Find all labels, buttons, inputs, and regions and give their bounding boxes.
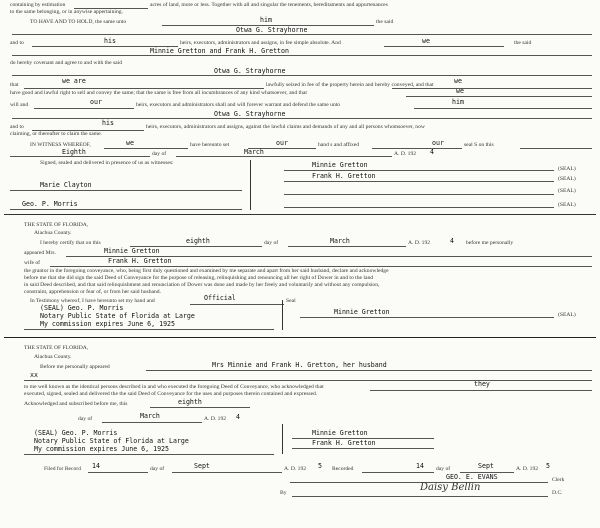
rule <box>414 108 592 109</box>
seized-text: lawfully seized in fee of the property herein and hereby conveyed, and that <box>266 82 434 88</box>
heirs-text: heirs, executors, administrators and assigns, in fee simple absolute. And <box>180 40 341 46</box>
witness-ad: A. D. 192 <box>394 151 417 157</box>
ack1-day: eighth <box>186 237 210 245</box>
ack1-notary-1: (SEAL) Geo. P. Morris <box>40 304 124 312</box>
seal-label-1: (SEAL) <box>558 166 576 172</box>
rule <box>12 55 592 56</box>
witness-day-of: day of <box>152 151 167 157</box>
recorded-day: 14 <box>416 462 424 470</box>
ack1-testimony: In Testimony whereof, I have hereunto set my hand and <box>30 298 155 304</box>
rule <box>12 75 592 76</box>
recorded-day-of: day of <box>436 466 451 472</box>
his-text: his <box>104 37 116 45</box>
rule <box>150 407 250 408</box>
rule <box>34 108 134 109</box>
rule <box>384 46 504 47</box>
belonging-text: to the same belonging, or in anywise appertaining. <box>10 9 123 15</box>
rule <box>24 380 592 381</box>
filed-day: 14 <box>92 462 100 470</box>
we-text-3: we <box>456 87 464 95</box>
witness-day: Eighth <box>62 148 86 156</box>
ack2-signature-1: Minnie Gretton <box>312 429 368 437</box>
grantee-name-3: Otwa G. Strayhorne <box>214 110 286 118</box>
ack1-seal-label: (SEAL) <box>558 312 576 318</box>
rule <box>50 266 592 267</box>
ack1-year: 4 <box>450 237 454 245</box>
witness-text-c: hand s and affixed <box>318 142 360 148</box>
ack2-acknowledged: Acknowledged and subscribed before me, this <box>24 401 128 407</box>
rule <box>362 472 434 473</box>
filed-year: 5 <box>318 462 322 470</box>
recorded-year: 5 <box>546 462 550 470</box>
and-to-text-2: and to <box>10 124 24 130</box>
ack1-before: before me personally <box>466 240 514 246</box>
lawful-claims-text: heirs, executors, administrators and assigns, against the lawful claims and demands of any and all persons whomsoever, now <box>146 124 425 130</box>
rule <box>300 317 554 318</box>
rule <box>104 148 188 149</box>
recorded-label: Recorded <box>332 466 354 472</box>
ack2-signature-2: Frank H. Gretton <box>312 439 376 447</box>
dc-label: D.C. <box>552 490 563 496</box>
ack1-state: THE STATE OF FLORIDA, <box>24 222 89 228</box>
filed-label: Filed for Record <box>44 466 81 472</box>
seal-label-3: (SEAL) <box>558 188 576 194</box>
ack2-executed: executed, signed, sealed and delivered the the said Deed of Conveyance for the uses and purposes therein contained and expressed. <box>24 391 318 397</box>
estimation-text: containing by estimation <box>10 2 66 8</box>
good-right-text: have good and lawful right to sell and convey the same; that the same is free from all incumbrances of any kind whatsoever, and that <box>10 90 307 96</box>
rule <box>10 209 242 210</box>
clerk-name: GEO. E. EVANS <box>446 473 498 481</box>
ack2-month: March <box>140 412 160 420</box>
rule <box>284 170 554 171</box>
rule <box>12 118 592 119</box>
rule <box>102 422 202 423</box>
ack2-notary-1: (SEAL) Geo. P. Morris <box>34 429 118 437</box>
filed-month: Sept <box>194 462 210 470</box>
rule <box>24 454 274 455</box>
habendum-said: the said <box>376 19 394 25</box>
section-divider <box>4 214 596 215</box>
signed-sealed-text: Signed, sealed and delivered in presence of us as witnesses: <box>40 160 174 166</box>
ack1-county: Alachua County. <box>34 230 72 236</box>
witness-text-d: seal S on this <box>464 142 494 148</box>
filed-day-of: day of <box>150 466 165 472</box>
ack1-month: March <box>330 237 350 245</box>
ack1-signature: Minnie Gretton <box>334 308 390 316</box>
his-text-2: his <box>102 119 114 127</box>
that-text: that <box>10 82 19 88</box>
rule <box>292 448 434 449</box>
ack2-before: Before me personally appeared <box>40 364 110 370</box>
ack2-notary-2: Notary Public State of Florida at Large <box>34 437 189 445</box>
rule <box>284 194 554 195</box>
ack1-appeared: appeared Mrs. <box>24 250 56 256</box>
recorded-month: Sept <box>478 462 494 470</box>
covenant-text: do hereby covenant and agree to and with the said <box>10 60 122 66</box>
ack2-day-of: day of <box>78 416 93 422</box>
ack1-name: Minnie Gretton <box>104 247 160 255</box>
ack1-day-of: day of <box>264 240 279 246</box>
witness-our-2: our <box>432 139 444 147</box>
ack1-ad: A. D. 192 <box>408 240 431 246</box>
seal-label-4: (SEAL) <box>558 202 576 208</box>
rule <box>24 88 264 89</box>
clerk-label: Clerk <box>552 477 565 483</box>
grantee-name-2: Otwa G. Strayhorne <box>214 67 286 75</box>
and-to-text: and to <box>10 40 24 46</box>
rule <box>172 472 282 473</box>
warrant-text: heirs, executors and administrators shall and will forever warrant and defend the same unto <box>136 102 341 108</box>
estimation-text-b: acres of land, more or less. Together with all and singular the tenements, hereditaments and appurtenances <box>150 2 388 8</box>
rule <box>292 496 548 497</box>
ack1-certify: I hereby certify that on this <box>40 240 101 246</box>
ack2-day: eighth <box>178 398 202 406</box>
rule <box>176 156 392 157</box>
ack1-body-1: the grantor in the foregoing conveyance, who, being first duly questioned and examined by me separate and apart from her said husband, declare and acknowledge <box>24 268 389 274</box>
brace <box>282 300 283 330</box>
him-text-2: him <box>452 98 464 106</box>
ack2-names: Mrs Minnie and Frank H. Gretton, her husband <box>212 361 387 369</box>
section-divider <box>4 337 596 338</box>
grantee-name: Otwa G. Strayhorne <box>236 26 308 34</box>
ack1-body-4: constraint, apprehension or fear of, or from her said husband. <box>24 289 162 295</box>
witness-text-b: have hereunto set <box>190 142 230 148</box>
ack2-they: they <box>474 380 490 388</box>
grantor-signature-1: Minnie Gretton <box>312 161 368 169</box>
ack2-notary-3: My commission expires June 6, 1925 <box>34 445 169 453</box>
rule <box>372 148 462 149</box>
rule <box>370 390 592 391</box>
ack2-mark: xx <box>30 371 38 379</box>
witness-signature-2: Geo. P. Morris <box>22 200 78 208</box>
grantor-signature-2: Frank H. Gretton <box>312 172 376 180</box>
ack1-notary-3: My commission expires June 6, 1925 <box>40 320 175 328</box>
claiming-text: claiming, or thereafter to claim the same. <box>10 131 102 137</box>
ack1-body-3: in said Deed described, and that said relinquishment and renunciation of Dower was done and made by her freely and voluntarily and without any compulsion, <box>24 282 380 288</box>
witness-month: March <box>244 148 264 156</box>
our-text: our <box>90 98 102 106</box>
rule <box>290 482 548 483</box>
ack2-county: Alachua County. <box>34 354 72 360</box>
ack1-official: Official <box>204 294 236 302</box>
recorded-ad: A. D. 192 <box>516 466 539 472</box>
witness-signature-1: Marie Clayton <box>40 181 92 189</box>
rule <box>284 181 554 182</box>
brace <box>250 160 251 210</box>
witness-year: 4 <box>430 148 434 156</box>
rule <box>10 190 242 191</box>
rule <box>88 472 148 473</box>
rule <box>10 156 150 157</box>
the-said-text: the said <box>514 40 532 46</box>
seal-label-2: (SEAL) <box>558 176 576 182</box>
witness-text-a: IN WITNESS WHEREOF, <box>30 142 91 148</box>
rule <box>12 34 592 35</box>
habendum-him: him <box>260 16 272 24</box>
ack2-state: THE STATE OF FLORIDA, <box>24 345 89 351</box>
habendum-text: TO HAVE AND TO HOLD, the same unto <box>30 19 127 25</box>
by-label: By <box>280 490 287 496</box>
rule <box>24 329 274 330</box>
grantors-name: Minnie Gretton and Frank H. Gretton <box>150 47 289 55</box>
ack1-wife-of: wife of <box>24 260 40 266</box>
ack2-year: 4 <box>236 413 240 421</box>
rule <box>288 246 406 247</box>
deputy-signature: Daisy Bellin <box>420 482 481 493</box>
witness-we: we <box>126 139 134 147</box>
ack1-seal-word: Seal <box>286 298 296 304</box>
we-text-2: we <box>454 77 462 85</box>
rule <box>284 207 554 208</box>
filed-ad: A. D. 192 <box>284 466 307 472</box>
ack1-body-2: before me that she did sign the said Deed of Conveyance for the purpose of releasing, relinquishing and renouncing all her right of Dower in and to the land <box>24 275 374 281</box>
ack1-notary-2: Notary Public State of Florida at Large <box>40 312 195 320</box>
rule <box>146 370 592 371</box>
rule <box>392 88 592 89</box>
rule <box>190 304 284 305</box>
will-and-text: will and <box>10 102 29 108</box>
rule <box>406 96 592 97</box>
brace <box>282 424 283 454</box>
we-text: we <box>422 37 430 45</box>
witness-our: our <box>276 139 288 147</box>
ack1-husband: Frank H. Gretton <box>108 257 172 265</box>
ack2-known: to me well known as the identical persons described in and who executed the foregoing Deed of Conveyance, who acknowledged that <box>24 384 324 390</box>
we-are-text: we are <box>62 77 86 85</box>
rule <box>520 148 592 149</box>
ack2-ad: A. D. 192 <box>204 416 227 422</box>
